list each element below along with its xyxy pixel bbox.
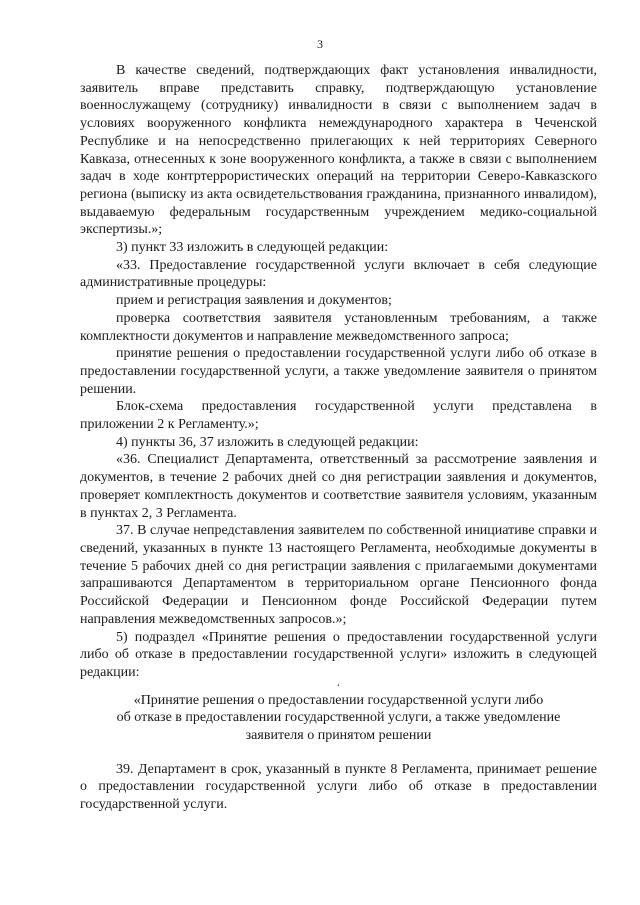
section-heading-line-1: «Принятие решения о предоставлении государственной услуги либо bbox=[133, 692, 544, 708]
document-body bbox=[80, 62, 597, 814]
section-heading-line-3: заявителя о принятом решении bbox=[245, 728, 432, 744]
procedure-decision: принятие решения о предоставлении государственной услуги либо об отказе в предоставлении государственной услуги, а также уведомление заявителя о принятом решении. bbox=[80, 346, 597, 397]
flowchart-reference: Блок-схема предоставления государственной услуги представлена в приложении 2 к Регламенту.»; bbox=[80, 399, 597, 433]
section-heading-line-2: об отказе в предоставлении государственной услуги, а также уведомление bbox=[116, 710, 561, 726]
paragraph-disability-evidence: В качестве сведений, подтверждающих факт установления инвалидности, заявитель вправе представить справку, подтверждающую установление военнослужащему (сотруднику) инвалидности в связи с выполнением задач в условиях вооруженного конфликта немеждународного характера в Чеченской Республике и на непосредственно прилегающих к ней территориях Северного Кавказа, отнесенных к зоне вооруженного конфликта, а также в связи с выполнением задач в ходе контртеррористических операций на территории Северо-Кавказского региона (выписку из акта освидетельствования гражданина, признанного инвалидом), выдаваемую федеральным государственным учреждением медико-социальной экспертизы.»; bbox=[80, 63, 597, 238]
paragraph-33: «33. Предоставление государственной услуги включает в себя следующие административные процедуры: bbox=[80, 257, 597, 291]
item-5-heading: 5) подраздел «Принятие решения о предоставлении государственной услуги либо об отказе в предоставлении государственной услуги» изложить в следующей редакции: bbox=[80, 629, 597, 680]
paragraph-37: 37. В случае непредставления заявителем по собственной инициативе справки и сведений, указанных в пункте 13 настоящего Регламента, необходимые документы в течение 5 рабочих дней со дня регистрации заявления с прилагаемыми документами запрашиваются Департаментом в территориальном органе Пенсионного фонда Российской Федерации и Пенсионном фонде Российской Федерации путем направления межведомственных запросов.»; bbox=[80, 523, 597, 627]
procedure-verification: проверка соответствия заявителя установленным требованиям, а также комплектности документов и направление межведомственного запроса; bbox=[80, 310, 597, 344]
paragraph-36: «36. Специалист Департамента, ответственный за рассмотрение заявления и документов, в течение 2 рабочих дней со дня регистрации заявления и документов, проверяет комплектность документов и соответствие заявителя условиям, указанным в пунктах 2, 3 Регламента. bbox=[80, 452, 597, 521]
item-3-heading: 3) пункт 33 изложить в следующей редакции: bbox=[116, 240, 389, 256]
item-4-heading: 4) пункты 36, 37 изложить в следующей редакции: bbox=[116, 434, 419, 450]
paragraph-39: 39. Департамент в срок, указанный в пункте 8 Регламента, принимает решение о предоставлении государственной услуги либо об отказе в предоставлении государственной услуги. bbox=[80, 761, 597, 813]
scan-mark: ʻ bbox=[337, 681, 340, 692]
page-number: 3 bbox=[317, 37, 323, 51]
procedure-reception: прием и регистрация заявления и документов; bbox=[116, 293, 392, 309]
